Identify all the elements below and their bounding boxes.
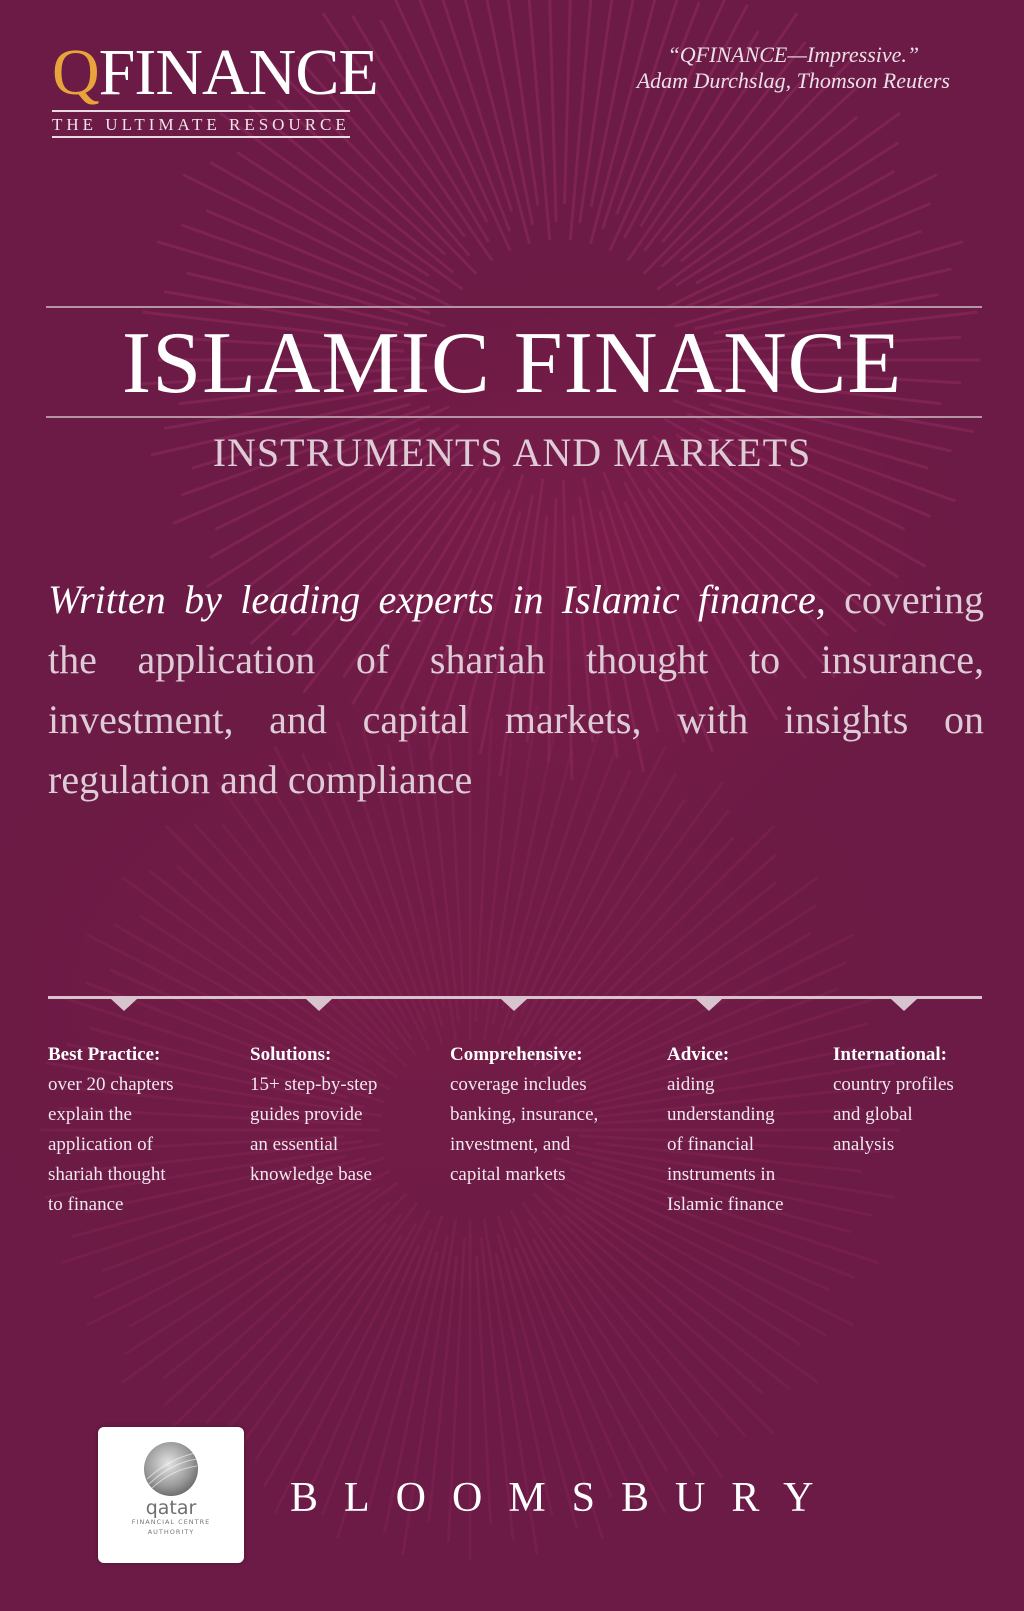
ray-line xyxy=(549,0,557,222)
feature-marker xyxy=(891,999,917,1011)
feature-body: country profiles and global analysis xyxy=(833,1074,954,1155)
feature-heading: International: xyxy=(833,1044,947,1065)
feature-advice xyxy=(667,1040,827,1220)
ray-line xyxy=(617,2,700,214)
feature-marker xyxy=(696,999,722,1011)
feature-body: over 20 chapters explain the application of shariah thought to finance xyxy=(48,1074,174,1215)
feature-heading: Comprehensive: xyxy=(450,1044,583,1065)
description-body: covering the application of shariah thought to insurance, investment, and capital markets, with insights on regulation and compliance xyxy=(48,577,985,802)
feature-heading: Solutions: xyxy=(250,1044,332,1065)
feature-best-practice xyxy=(48,1040,228,1220)
title-rule-bottom xyxy=(46,416,982,418)
feature-marker xyxy=(111,999,137,1011)
ray-line xyxy=(157,242,445,327)
feature-heading: Advice: xyxy=(667,1044,730,1065)
book-description xyxy=(48,570,984,810)
ray-line xyxy=(534,1194,775,1435)
quote-attribution: Adam Durchslag, Thomson Reuters xyxy=(636,68,950,93)
ray-line xyxy=(166,826,407,1067)
ray-line xyxy=(166,1194,407,1435)
feature-body: aiding understanding of financial instruments in Islamic finance xyxy=(667,1074,784,1215)
book-subtitle: INSTRUMENTS AND MARKETS xyxy=(212,430,812,475)
description-lead: Written by leading experts in Islamic finance, xyxy=(48,577,826,622)
ray-line xyxy=(675,242,963,327)
qfinance-logo xyxy=(52,38,444,138)
ray-line xyxy=(565,0,572,204)
title-rule-top xyxy=(46,306,982,308)
publisher-name: BLOOMSBURY xyxy=(290,1475,840,1521)
qfc-line2: AUTHORITY xyxy=(147,1528,195,1536)
logo-finance-word: FINANCE xyxy=(98,36,378,109)
qfc-authority-logo xyxy=(98,1427,244,1563)
feature-body: 15+ step-by-step guides provide an essential knowledge base xyxy=(250,1074,378,1185)
ray-line xyxy=(707,231,922,308)
quote-text: “QFINANCE—Impressive.” xyxy=(667,42,920,67)
feature-body: coverage includes banking, insurance, investment, and capital markets xyxy=(450,1074,599,1185)
feature-international xyxy=(833,1040,1003,1160)
logo-q-letter: Q xyxy=(52,36,99,109)
feature-heading: Best Practice: xyxy=(48,1044,161,1065)
qfc-name: qatar xyxy=(145,1497,197,1519)
feature-solutions xyxy=(250,1040,430,1190)
qfc-emblem-icon xyxy=(139,1439,203,1499)
feature-marker xyxy=(501,999,527,1011)
qfc-line1: FINANCIAL CENTRE xyxy=(131,1518,211,1526)
feature-comprehensive xyxy=(450,1040,650,1190)
ray-line xyxy=(534,826,775,1067)
logo-tagline: THE ULTIMATE RESOURCE xyxy=(52,110,350,138)
endorsement-quote xyxy=(637,42,950,94)
book-title: ISLAMIC FINANCE xyxy=(121,315,903,412)
feature-marker xyxy=(306,999,332,1011)
logo-wordmark xyxy=(52,38,444,108)
